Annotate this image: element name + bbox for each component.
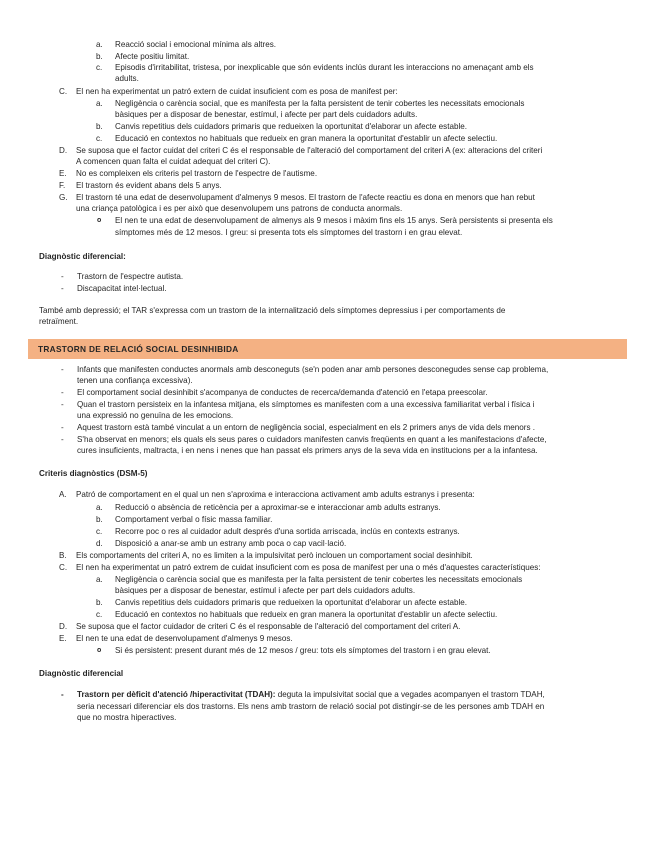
list-item: Infants que manifesten conductes anormals amb desconeguts (se'n poden anar amb persones desconegudes sense cap problema, bbox=[77, 365, 549, 374]
criterion-text: Patró de comportament en el qual un nen s'aproxima e interacciona activament amb adults estranys i presenta: bbox=[76, 490, 475, 499]
section-heading: Criteris diagnòstics (DSM-5) bbox=[39, 469, 148, 478]
dash-bullet: - bbox=[61, 272, 64, 281]
criterion-text: Reducció o absència de reticència per a aproximar-se e interaccionar amb adults estranys. bbox=[115, 503, 441, 512]
dash-bullet: - bbox=[61, 400, 64, 409]
criterion-text: Reacció social i emocional mínima als altres. bbox=[115, 40, 277, 49]
criterion-text: Canvis repetitius dels cuidadors primaris que redueixen la oportunitat d'elaborar un afecte estable. bbox=[115, 122, 468, 131]
criterion-text: El trastorn té una edat de desenvolupament d'almenys 9 mesos. El trastorn de l'afecte reactiu es dona en menors que han rebut bbox=[76, 193, 535, 202]
criterion-text: Si és persistent: present durant més de 12 mesos / greu: tots els símptomes del trastorn i en grau elevat. bbox=[115, 646, 491, 655]
list-marker: B. bbox=[59, 551, 67, 560]
list-marker: D. bbox=[59, 146, 68, 155]
list-item: El comportament social desinhibit s'acompanya de conductes de recerca/demanda d'atenció en l'etapa preescolar. bbox=[77, 388, 488, 397]
list-item: Quan el trastorn persisteix en la infantesa mitjana, els símptomes es manifesten com a una excessiva familiaritat verbal i física i bbox=[77, 400, 535, 409]
list-item: S'ha observat en menors; els quals els seus pares o cuidadors manifesten canvis freqüents en quant a les manifestacions d'afecte, bbox=[77, 435, 547, 444]
list-marker: a. bbox=[96, 503, 103, 512]
list-marker: E. bbox=[59, 634, 67, 643]
criterion-text: Episodis d'irritabilitat, tristesa, por inexplicable que són evidents inclús durant les interaccions no amenaçant amb els bbox=[115, 63, 534, 72]
criterion-text: El nen te una edat de desenvolupament d'almenys 9 mesos. bbox=[76, 634, 293, 643]
list-marker: c. bbox=[96, 527, 103, 536]
list-marker: D. bbox=[59, 622, 68, 631]
dash-bullet: - bbox=[61, 423, 64, 432]
list-marker: c. bbox=[96, 610, 103, 619]
list-marker: c. bbox=[96, 134, 103, 143]
circle-bullet: o bbox=[97, 647, 102, 654]
paragraph: retraïment. bbox=[39, 317, 79, 326]
list-marker: a. bbox=[96, 99, 103, 108]
list-marker: a. bbox=[96, 40, 103, 49]
list-marker: b. bbox=[96, 52, 103, 61]
list-marker: A. bbox=[59, 490, 67, 499]
list-item: una expressió no genuïna de les emocions. bbox=[77, 411, 234, 420]
list-item: cures insuficients, maltracta, i en nens i nenes que han passat els primers anys de la seva vida en institucions per a la infantesa. bbox=[77, 446, 538, 455]
banner-title: TRASTORN DE RELACIÓ SOCIAL DESINHIBIDA bbox=[38, 344, 239, 354]
section-banner bbox=[28, 339, 627, 359]
list-marker: c. bbox=[96, 63, 103, 72]
criterion-text: El nen ha experimentat un patró extrem de cuidat insuficient com es posa de manifest per una o més d'aquestes característiques: bbox=[76, 563, 541, 572]
criterion-text: adults. bbox=[115, 74, 139, 83]
criterion-text: No es compleixen els criteris pel trastorn de l'espectre de l'autisme. bbox=[76, 169, 318, 178]
list-marker: b. bbox=[96, 515, 103, 524]
list-item: Aquest trastorn està també vinculat a un entorn de negligència social, especialment en els 2 primers anys de vida dels menors . bbox=[77, 423, 535, 432]
criterion-text: El nen ha experimentat un patró extern de cuidat insuficient com es posa de manifest per: bbox=[76, 87, 398, 96]
list-item: tenen una confiança excessiva). bbox=[77, 376, 193, 385]
list-item: que no mostra hiperactives. bbox=[77, 713, 177, 722]
criterion-text: Negligència o carència social que es manifesta per la falta persistent de tenir cobertes les necessitats emocionals bbox=[115, 575, 523, 584]
criterion-text: Afecte positiu limitat. bbox=[115, 52, 190, 61]
criterion-text: Disposició a anar-se amb un estrany amb poca o cap vacil·lació. bbox=[115, 539, 347, 548]
criterion-text: A comencen quan falta el cuidat adequat del criteri C). bbox=[76, 157, 271, 166]
tdah-text: deguta la impulsivitat social que a vegades acompanyen el trastorn TDAH, bbox=[275, 690, 545, 699]
list-marker: b. bbox=[96, 598, 103, 607]
section-heading: Diagnòstic diferencial bbox=[39, 669, 124, 678]
section-heading: Diagnòstic diferencial: bbox=[39, 252, 126, 261]
list-marker: a. bbox=[96, 575, 103, 584]
list-marker: F. bbox=[59, 181, 66, 190]
dash-bullet: - bbox=[61, 388, 64, 397]
list-marker: b. bbox=[96, 122, 103, 131]
criterion-text: Canvis repetitius dels cuidadors primaris que redueixen la oportunitat d'elaborar un afecte estable. bbox=[115, 598, 468, 607]
circle-bullet: o bbox=[97, 217, 102, 224]
list-item bbox=[77, 690, 545, 701]
dash-bullet: - bbox=[61, 435, 64, 444]
dash-bullet: - bbox=[61, 690, 64, 699]
list-marker: E. bbox=[59, 169, 67, 178]
criterion-text: bàsiques per a disposar de benestar, estímul i afecte per part dels cuidadors adults. bbox=[115, 586, 416, 595]
criterion-text: una criança patològica i es per això que desenvolupem uns patrons de conducta anormals. bbox=[76, 204, 403, 213]
criterion-text: El nen te una edat de desenvolupament de almenys als 9 mesos i màxim fins els 15 anys. Serà persistents si presenta els bbox=[115, 216, 553, 225]
tdah-term: Trastorn per dèficit d'atenció /hiperactivitat (TDAH): bbox=[77, 690, 276, 699]
list-marker: C. bbox=[59, 87, 68, 96]
criterion-text: bàsiques per a disposar de benestar, estímul, i afecte per part dels cuidadors adults. bbox=[115, 110, 418, 119]
criterion-text: Comportament verbal o físic massa familiar. bbox=[115, 515, 273, 524]
criterion-text: Els comportaments del criteri A, no es limiten a la impulsivitat però inclouen un comportament social desinhibit. bbox=[76, 551, 473, 560]
criterion-text: Se suposa que el factor cuidador de criteri C és el responsable de l'alteració del comportament del criteri A. bbox=[76, 622, 461, 631]
criterion-text: Se suposa que el factor cuidat del criteri C és el responsable de l'alteració del comportament del criteri A (ex: alteracions del criteri bbox=[76, 146, 543, 155]
criterion-text: El trastorn és evident abans dels 5 anys. bbox=[76, 181, 222, 190]
dash-bullet: - bbox=[61, 365, 64, 374]
criterion-text: Educació en contextos no habituals que redueix en gran manera la oportunitat d'establir un afecte selectiu. bbox=[115, 134, 498, 143]
list-item: Trastorn de l'espectre autista. bbox=[77, 272, 184, 281]
list-item: Discapacitat intel·lectual. bbox=[77, 284, 167, 293]
criterion-text: Negligència o carència social, que es manifesta per la falta persistent de tenir cobertes les necessitats emocionals bbox=[115, 99, 525, 108]
list-marker: C. bbox=[59, 563, 68, 572]
list-marker: G. bbox=[59, 193, 68, 202]
criterion-text: Educació en contextos no habituals que redueix en gran manera la oportunitat d'establir un afecte selectiu. bbox=[115, 610, 498, 619]
paragraph: També amb depressió; el TAR s'expressa com un trastorn de la internalització dels símptomes depressius i per comportaments de bbox=[39, 306, 506, 315]
list-marker: d. bbox=[96, 539, 103, 548]
criterion-text: símptomes més de 12 mesos. I greu: si presenta tots els símptomes del trastorn i en grau elevat. bbox=[115, 228, 463, 237]
list-item: seria necessari diferenciar els dos trastorns. Els nens amb trastorn de relació social pot distingir-se de les persones amb TDAH en bbox=[77, 702, 545, 711]
dash-bullet: - bbox=[61, 284, 64, 293]
criterion-text: Recorre poc o res al cuidador adult després d'una sortida arriscada, inclús en contexts estranys. bbox=[115, 527, 460, 536]
